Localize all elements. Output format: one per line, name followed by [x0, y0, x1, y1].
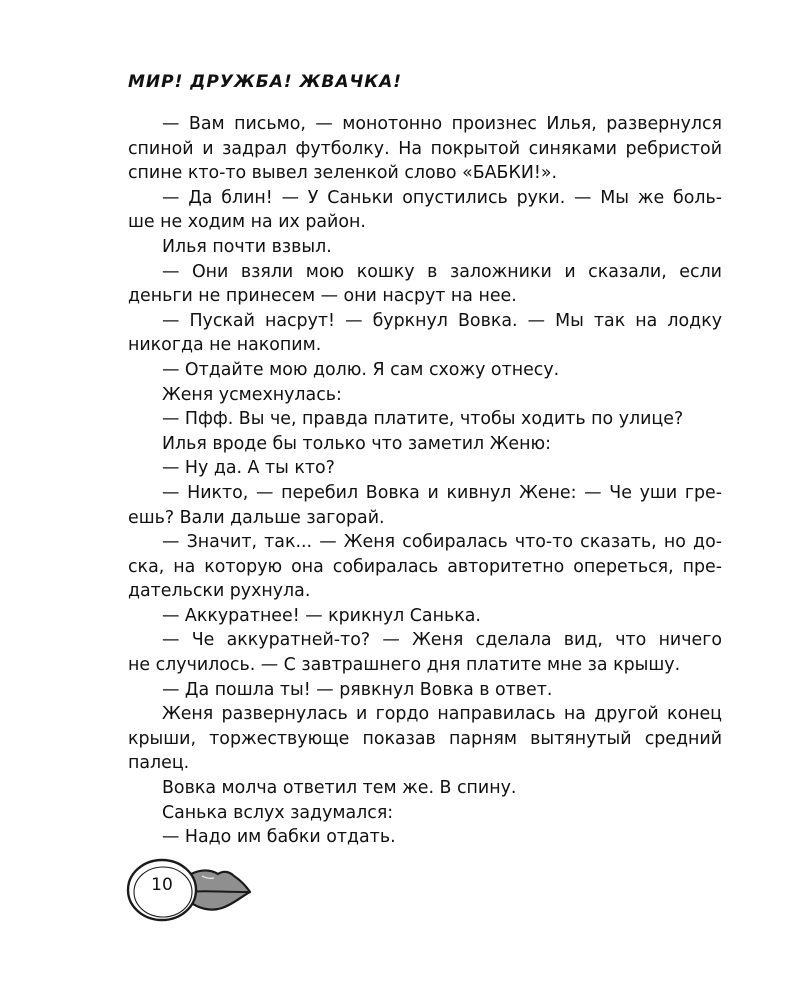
text-line: не случилось. — С завтрашнего дня платите мне за крышу. — [128, 655, 681, 676]
text-line: дательски рухнула. — [128, 581, 311, 602]
text-line: палец. — [128, 753, 190, 774]
text-line: крыши, торжествующе показав парням вытянутый средний — [128, 728, 722, 749]
text-line: никогда не накопим. — [128, 335, 322, 356]
text-line: — Пускай насрут! — буркнул Вовка. — Мы так на лодку — [162, 310, 722, 331]
text-line: — Че аккуратней-то? — Женя сделала вид, что ничего — [162, 630, 722, 651]
text-line: — Ну да. А ты кто? — [162, 458, 335, 479]
text-line: Илья почти взвыл. — [162, 236, 332, 257]
text-line: Илья вроде бы только что заметил Женю: — [162, 433, 552, 454]
text-line: — Надо им бабки отдать. — [162, 827, 396, 848]
text-line: — Никто, — перебил Вовка и кивнул Жене: — Че уши гре- — [162, 482, 722, 503]
text-line: Женя усмехнулась: — [162, 384, 342, 405]
text-line: Женя развернулась и гордо направилась на другой конец — [162, 704, 722, 725]
text-line: деньги не принесем — они насрут на нее. — [128, 286, 517, 307]
text-line: ше не ходим на их район. — [128, 212, 366, 233]
text-line: спиной и задрал футболку. На покрытой синяками ребристой — [128, 138, 722, 159]
text-line: — Да пошла ты! — рявкнул Вовка в ответ. — [162, 679, 553, 700]
text-line: — Отдайте мою долю. Я сам схожу отнесу. — [162, 359, 560, 380]
text-line: ешь? Вали дальше загорай. — [128, 507, 385, 528]
text-line: — Вам письмо, — монотонно произнес Илья, развернулся — [162, 114, 722, 134]
page-folio — [122, 852, 262, 928]
text-line: — Да блин! — У Саньки опустились руки. — Мы же боль- — [162, 187, 722, 208]
running-head-title: МИР! ДРУЖБА! ЖВАЧКА! — [128, 72, 403, 92]
text-line: спине кто-то вывел зеленкой слово «БАБКИ!». — [128, 163, 557, 184]
page-number: 10 — [151, 875, 173, 895]
text-line: ска, на которую она собиралась авторитетно опереться, пре- — [128, 556, 722, 577]
text-line: Санька вслух задумался: — [162, 802, 394, 823]
text-line: — Пфф. Вы че, правда платите, чтобы ходить по улице? — [162, 409, 684, 430]
text-line: — Они взяли мою кошку в заложники и сказали, если — [162, 261, 722, 282]
text-line: — Значит, так... — Женя собиралась что-то сказать, но до- — [162, 532, 722, 553]
text-line: — Аккуратнее! — крикнул Санька. — [162, 605, 481, 626]
text-line: Вовка молча ответил тем же. В спину. — [162, 778, 517, 799]
body-text — [128, 112, 722, 850]
